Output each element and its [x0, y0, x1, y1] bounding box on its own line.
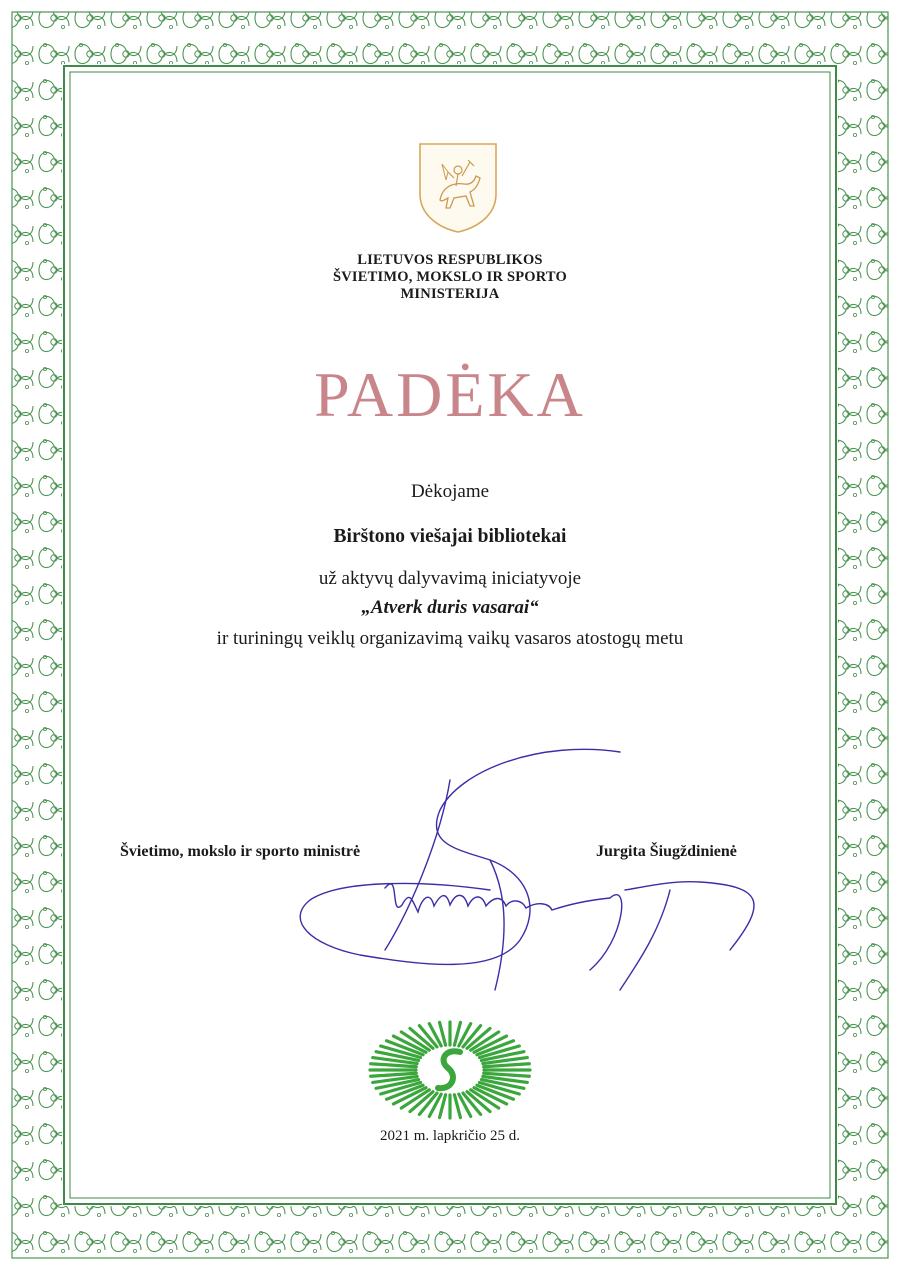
recipient-name: Birštono viešajai bibliotekai: [333, 526, 567, 547]
signatory-name: Jurgita Šiugždinienė: [596, 843, 737, 860]
certificate-title: PADĖKA: [314, 359, 586, 430]
emblem-ray: [484, 1073, 530, 1076]
ministry-line-1: LIETUVOS RESPUBLIKOS: [357, 252, 543, 268]
ministry-line-2: ŠVIETIMO, MOKSLO IR SPORTO: [332, 269, 568, 285]
thanks-text: Dėkojame: [410, 481, 490, 502]
body-line-3: ir turiningų veiklų organizavimą vaikų vasaros atostogų metu: [216, 628, 684, 649]
ministry-line-3: MINISTERIJA: [400, 286, 500, 302]
ministry-emblem-icon: [368, 1020, 532, 1120]
signatory-position: Švietimo, mokslo ir sporto ministrė: [120, 843, 361, 860]
emblem-ray: [371, 1064, 417, 1067]
emblem-ray: [484, 1064, 530, 1067]
issue-date: 2021 m. lapkričio 25 d.: [380, 1128, 520, 1144]
coat-of-arms-icon: [418, 142, 498, 234]
handwritten-signature: [290, 740, 790, 1010]
initiative-name: „Atverk duris vasarai“: [361, 597, 539, 618]
body-line-1: už aktyvų dalyvavimą iniciatyvoje: [318, 568, 582, 589]
emblem-ray: [371, 1073, 417, 1076]
